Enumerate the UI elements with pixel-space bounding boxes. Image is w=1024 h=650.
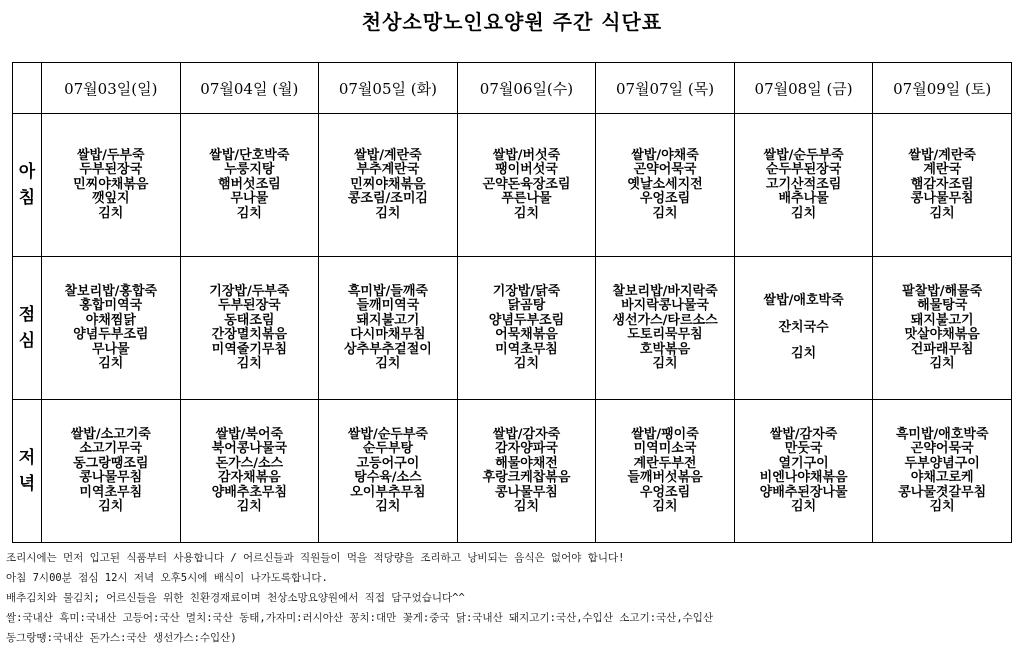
meal-label <box>13 257 42 400</box>
menu-cell <box>734 114 873 257</box>
meal-label <box>13 114 42 257</box>
menu-item: 미역초무침 <box>495 341 558 357</box>
menu-item: 김치 <box>791 346 817 362</box>
menu-cell <box>596 257 735 400</box>
menu-item: 어묵채볶음 <box>495 327 558 342</box>
menu-item: 팥찰밥/해물죽 <box>902 283 983 299</box>
meal-row <box>13 257 1012 400</box>
menu-item: 콩나물무침 <box>79 470 143 485</box>
menu-item: 후랑크케찹볶음 <box>482 470 571 485</box>
menu-item: 김치 <box>652 205 678 221</box>
menu-item: 맛살야채볶음 <box>904 327 980 342</box>
menu-cell <box>180 400 319 543</box>
menu-item: 콩나물무침 <box>910 191 974 207</box>
menu-item: 김치 <box>929 356 955 371</box>
menu-item: 바지락콩나물국 <box>621 298 709 313</box>
corner-cell <box>13 63 42 114</box>
menu-item: 김치 <box>929 205 955 221</box>
menu-item: 간장멸치볶음 <box>211 327 288 342</box>
menu-item: 김치 <box>98 356 124 371</box>
header-row <box>13 63 1012 114</box>
menu-cell <box>319 400 458 543</box>
menu-item: 감자채볶음 <box>217 470 281 485</box>
menu-cell <box>457 400 596 543</box>
note-line: 조리시에는 먼저 입고된 식품부터 사용합니다 / 어르신들과 직원들이 먹을 적당량을 조리하고 낭비되는 음식은 없어야 합니다! <box>6 552 625 564</box>
menu-item: 김치 <box>513 205 540 221</box>
menu-item: 동태조림 <box>224 312 275 328</box>
menu-item: 무나물 <box>91 341 130 357</box>
menu-item: 건파래무침 <box>910 341 974 357</box>
menu-spacer <box>735 309 873 321</box>
menu-cell <box>319 257 458 400</box>
menu-item: 기장밥/두부죽 <box>209 283 290 299</box>
day-header: 07월05일 (화) <box>319 63 458 114</box>
menu-cell <box>873 257 1012 400</box>
menu-item: 기장밥/닭죽 <box>492 283 561 299</box>
note-line: 동그랑땡:국내산 돈가스:국산 생선가스:수입산) <box>6 632 237 644</box>
menu-item: 탕수육/소스 <box>354 470 422 485</box>
menu-item: 콩나물겻갈무침 <box>898 484 987 500</box>
menu-item: 김치 <box>791 205 817 221</box>
menu-cell <box>596 400 735 543</box>
menu-item: 찰보리밥/홍합죽 <box>64 283 158 299</box>
menu-cell <box>180 114 319 257</box>
menu-item: 햄감자조림 <box>910 176 974 192</box>
menu-item: 미역초무침 <box>79 484 143 500</box>
menu-item: 고등어구이 <box>356 455 420 471</box>
menu-item: 우엉조림 <box>639 484 691 500</box>
day-header: 07월06일(수) <box>457 63 596 114</box>
menu-item: 열기구이 <box>778 455 829 471</box>
menu-item: 쌀밥/버섯죽 <box>492 147 561 163</box>
menu-item: 닭곰탕 <box>507 298 546 313</box>
menu-cell <box>180 257 319 400</box>
menu-item: 김치 <box>513 356 540 371</box>
menu-item: 미역미소국 <box>633 441 697 456</box>
menu-item: 배추나물 <box>778 191 829 207</box>
note-line: 아침 7시00분 점심 12시 저녁 오후5시에 배식이 나가도록합니다. <box>6 572 328 584</box>
menu-item: 양념두부조림 <box>488 312 565 328</box>
menu-cell <box>42 257 181 400</box>
menu-item: 쌀밥/단호박죽 <box>209 147 290 163</box>
menu-item: 찰보리밥/바지락죽 <box>612 283 718 299</box>
menu-item: 김치 <box>98 499 124 514</box>
menu-item: 우엉조림 <box>639 191 691 207</box>
menu-item: 돈가스/소스 <box>215 455 284 471</box>
menu-item: 들깨미역국 <box>356 298 420 313</box>
menu-item: 깻잎지 <box>91 191 130 207</box>
meal-label-char: 점 <box>18 305 36 325</box>
menu-item: 김치 <box>652 356 678 371</box>
meal-label-char: 아 <box>18 162 36 182</box>
menu-item: 해물탕국 <box>917 298 968 313</box>
menu-item: 민찌야채볶음 <box>73 176 149 192</box>
menu-item: 양배추초무침 <box>211 484 288 500</box>
menu-cell <box>596 114 735 257</box>
note-line: 배추김치와 물김치; 어르신들을 위한 친환경재료이며 천상소망요양원에서 직접 담구었습니다^^ <box>6 592 465 604</box>
menu-item: 김치 <box>236 499 262 514</box>
menu-item: 야채고로케 <box>910 470 974 485</box>
menu-item: 계란국 <box>923 162 962 178</box>
menu-item: 쌀밥/팽이죽 <box>631 426 699 442</box>
menu-cell <box>42 114 181 257</box>
menu-item: 콩나물무침 <box>495 484 558 500</box>
meal-label-char: 녁 <box>18 474 36 494</box>
menu-cell <box>42 400 181 543</box>
day-header: 07월03일(일) <box>42 63 181 114</box>
note-line: 쌀:국내산 흑미:국내산 고등어:국산 멸치:국산 동태,가자미:러시아산 꽁치:대만 꽃게:중국 닭:국내산 돼지고기:국산,수입산 소고기:국산,수입산 <box>6 612 714 624</box>
menu-item: 김치 <box>375 499 401 514</box>
day-header: 07월08일 (금) <box>734 63 873 114</box>
meal-label <box>13 400 42 543</box>
menu-item: 돼지불고기 <box>356 312 420 328</box>
meal-label-char: 저 <box>18 448 36 468</box>
menu-cell <box>734 400 873 543</box>
menu-item: 양배추된장나물 <box>759 484 848 500</box>
menu-item: 호박볶음 <box>639 341 691 357</box>
menu-item: 부추계란국 <box>356 162 420 178</box>
page-title: 천상소망노인요양원 주간 식단표 <box>361 10 663 34</box>
menu-item: 순두부탕 <box>362 441 414 456</box>
menu-item: 푸른나물 <box>501 191 552 207</box>
menu-item: 민찌야채볶음 <box>350 176 426 192</box>
menu-item: 김치 <box>375 205 401 221</box>
menu-item: 돼지불고기 <box>910 312 974 328</box>
menu-item: 콩조림/조미김 <box>347 191 428 207</box>
menu-item: 쌀밥/계란죽 <box>908 147 976 163</box>
menu-item: 김치 <box>929 499 955 514</box>
menu-item: 쌀밥/감자죽 <box>492 426 561 442</box>
menu-item: 고기산적조림 <box>765 176 842 192</box>
menu-item: 쌀밥/야채죽 <box>631 147 699 163</box>
menu-item: 북어콩나물국 <box>211 441 288 456</box>
menu-item: 계란두부전 <box>633 455 697 471</box>
day-header: 07월07일 (목) <box>596 63 735 114</box>
menu-item: 두부된장국 <box>217 298 281 313</box>
menu-item: 들깨버섯볶음 <box>627 470 703 485</box>
menu-item: 쌀밥/계란죽 <box>354 147 422 163</box>
menu-item: 비엔나야채볶음 <box>759 470 848 485</box>
menu-item: 햄버섯조림 <box>217 176 281 192</box>
menu-item: 두부된장국 <box>79 162 143 178</box>
menu-item: 동그랑땡조림 <box>73 455 149 471</box>
menu-item: 만둣국 <box>784 441 823 456</box>
menu-cell <box>873 400 1012 543</box>
day-header: 07월04일 (월) <box>180 63 319 114</box>
menu-item: 도토리묵무침 <box>627 327 703 342</box>
menu-item: 잔치국수 <box>778 319 829 335</box>
menu-item: 김치 <box>236 356 262 371</box>
kitchen-notes <box>6 548 1018 648</box>
menu-item: 상추부추겉절이 <box>343 341 432 357</box>
menu-item: 김치 <box>375 356 401 371</box>
menu-item: 야채찜닭 <box>85 312 136 328</box>
menu-item: 누룽지탕 <box>224 162 275 178</box>
menu-cell <box>319 114 458 257</box>
menu-item: 감자양파국 <box>495 441 558 456</box>
menu-item: 쌀밥/순두부죽 <box>347 426 428 442</box>
menu-item: 옛날소세지전 <box>627 176 703 192</box>
menu-cell <box>457 114 596 257</box>
menu-item: 흑미밥/애호박죽 <box>895 426 989 442</box>
menu-item: 쌀밥/소고기죽 <box>70 426 151 442</box>
menu-item: 김치 <box>652 499 678 514</box>
meal-row <box>13 114 1012 257</box>
menu-item: 팽이버섯국 <box>495 162 558 178</box>
menu-item: 생선가스/타르소스 <box>612 312 718 328</box>
menu-item: 쌀밥/두부죽 <box>77 147 145 163</box>
menu-item: 김치 <box>513 499 540 514</box>
menu-item: 쌀밥/순두부죽 <box>763 147 844 163</box>
menu-item: 오이부추무침 <box>350 484 426 500</box>
menu-item: 미역줄기무침 <box>211 341 288 357</box>
menu-cell <box>873 114 1012 257</box>
meal-label-char: 심 <box>18 331 36 351</box>
menu-item: 양념두부조림 <box>73 327 149 342</box>
menu-cell <box>734 257 873 400</box>
menu-item: 쌀밥/감자죽 <box>769 426 838 442</box>
menu-item: 곤약돈육장조림 <box>482 176 571 192</box>
meal-row <box>13 400 1012 543</box>
day-header: 07월09일 (토) <box>873 63 1012 114</box>
menu-item: 곤약어묵국 <box>633 162 697 178</box>
menu-item: 두부양념구이 <box>904 455 980 471</box>
menu-item: 곤약어묵국 <box>910 441 974 456</box>
weekly-menu-table <box>12 62 1012 543</box>
menu-cell <box>457 257 596 400</box>
menu-item: 다시마채무침 <box>350 327 426 342</box>
menu-item: 흑미밥/들깨죽 <box>347 283 428 299</box>
menu-item: 김치 <box>236 205 262 221</box>
menu-item: 무나물 <box>230 191 269 207</box>
menu-item: 김치 <box>791 499 817 514</box>
menu-item: 쌀밥/애호박죽 <box>763 293 844 309</box>
menu-item: 홍합미역국 <box>79 298 143 313</box>
menu-item: 쌀밥/북어죽 <box>215 426 284 442</box>
meal-label-char: 침 <box>18 188 36 208</box>
menu-item: 순두부된장국 <box>765 162 842 178</box>
menu-item: 김치 <box>98 205 124 221</box>
menu-item: 소고기무국 <box>79 441 143 456</box>
menu-item: 해물야채전 <box>495 455 558 471</box>
